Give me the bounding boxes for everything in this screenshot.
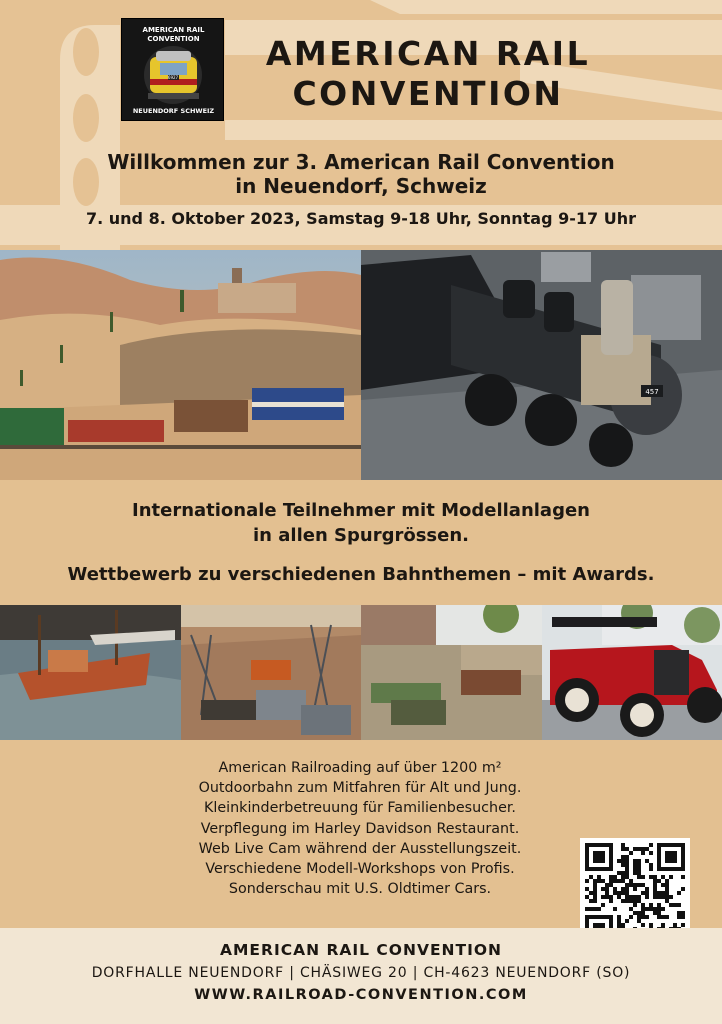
footer-address: DORFHALLE NEUENDORF | CHÄSIWEG 20 | CH-4623 NEUENDORF (SO): [91, 965, 631, 981]
locomotive-logo-icon: [142, 45, 205, 105]
footer: [0, 928, 722, 1024]
photo-mine-diorama: [181, 605, 361, 740]
photo-desert-layout: [0, 250, 361, 480]
logo-top-text: AMERICAN RAIL CONVENTION: [142, 26, 205, 43]
welcome-line-2: in Neuendorf, Schweiz: [235, 174, 487, 198]
feature-item: Outdoorbahn zum Mitfahren für Alt und Jung.: [198, 780, 522, 797]
feature-item: American Railroading auf über 1200 m²: [218, 760, 502, 776]
feature-item: Sonderschau mit U.S. Oldtimer Cars.: [228, 881, 492, 898]
locomotive-number-plate: 457: [645, 388, 659, 396]
photo-train-yard-diorama: [361, 605, 542, 740]
photo-steam-locomotive: [361, 250, 722, 480]
page-title: [238, 34, 618, 114]
feature-item: Verpflegung im Harley Davidson Restaurant.: [200, 820, 520, 837]
photo-oldtimer-car: [542, 605, 722, 740]
participants-text: [0, 498, 722, 548]
footer-website-link[interactable]: WWW.RAILROAD-CONVENTION.COM: [194, 987, 528, 1003]
footer-title: AMERICAN RAIL CONVENTION: [220, 941, 502, 959]
feature-item: Kleinkinderbetreuung für Familienbesucher.: [204, 800, 516, 817]
competition-text: Wettbewerb zu verschiedenen Bahnthemen – mit Awards.: [67, 564, 655, 585]
features-list: [100, 758, 620, 899]
title-line-2: CONVENTION: [292, 74, 564, 113]
participants-line-1: Internationale Teilnehmer mit Modellanlagen: [132, 500, 590, 521]
welcome-line-1: Willkommen zur 3. American Rail Convention: [107, 150, 615, 174]
header: [0, 0, 722, 250]
convention-logo: [121, 18, 224, 121]
welcome-heading: [0, 150, 722, 198]
photo-fishing-boat: [0, 605, 181, 740]
participants-line-2: in allen Spurgrössen.: [253, 525, 469, 546]
logo-loco-number: 6927: [167, 75, 179, 80]
title-line-1: AMERICAN RAIL: [265, 34, 591, 73]
event-dates: 7. und 8. Oktober 2023, Samstag 9-18 Uhr, Sonntag 9-17 Uhr: [85, 209, 636, 228]
feature-item: Verschiedene Modell-Workshops von Profis.: [205, 861, 515, 878]
feature-item: Web Live Cam während der Ausstellungszeit.: [198, 840, 522, 857]
logo-bottom-text: NEUENDORF SCHWEIZ: [132, 107, 215, 115]
